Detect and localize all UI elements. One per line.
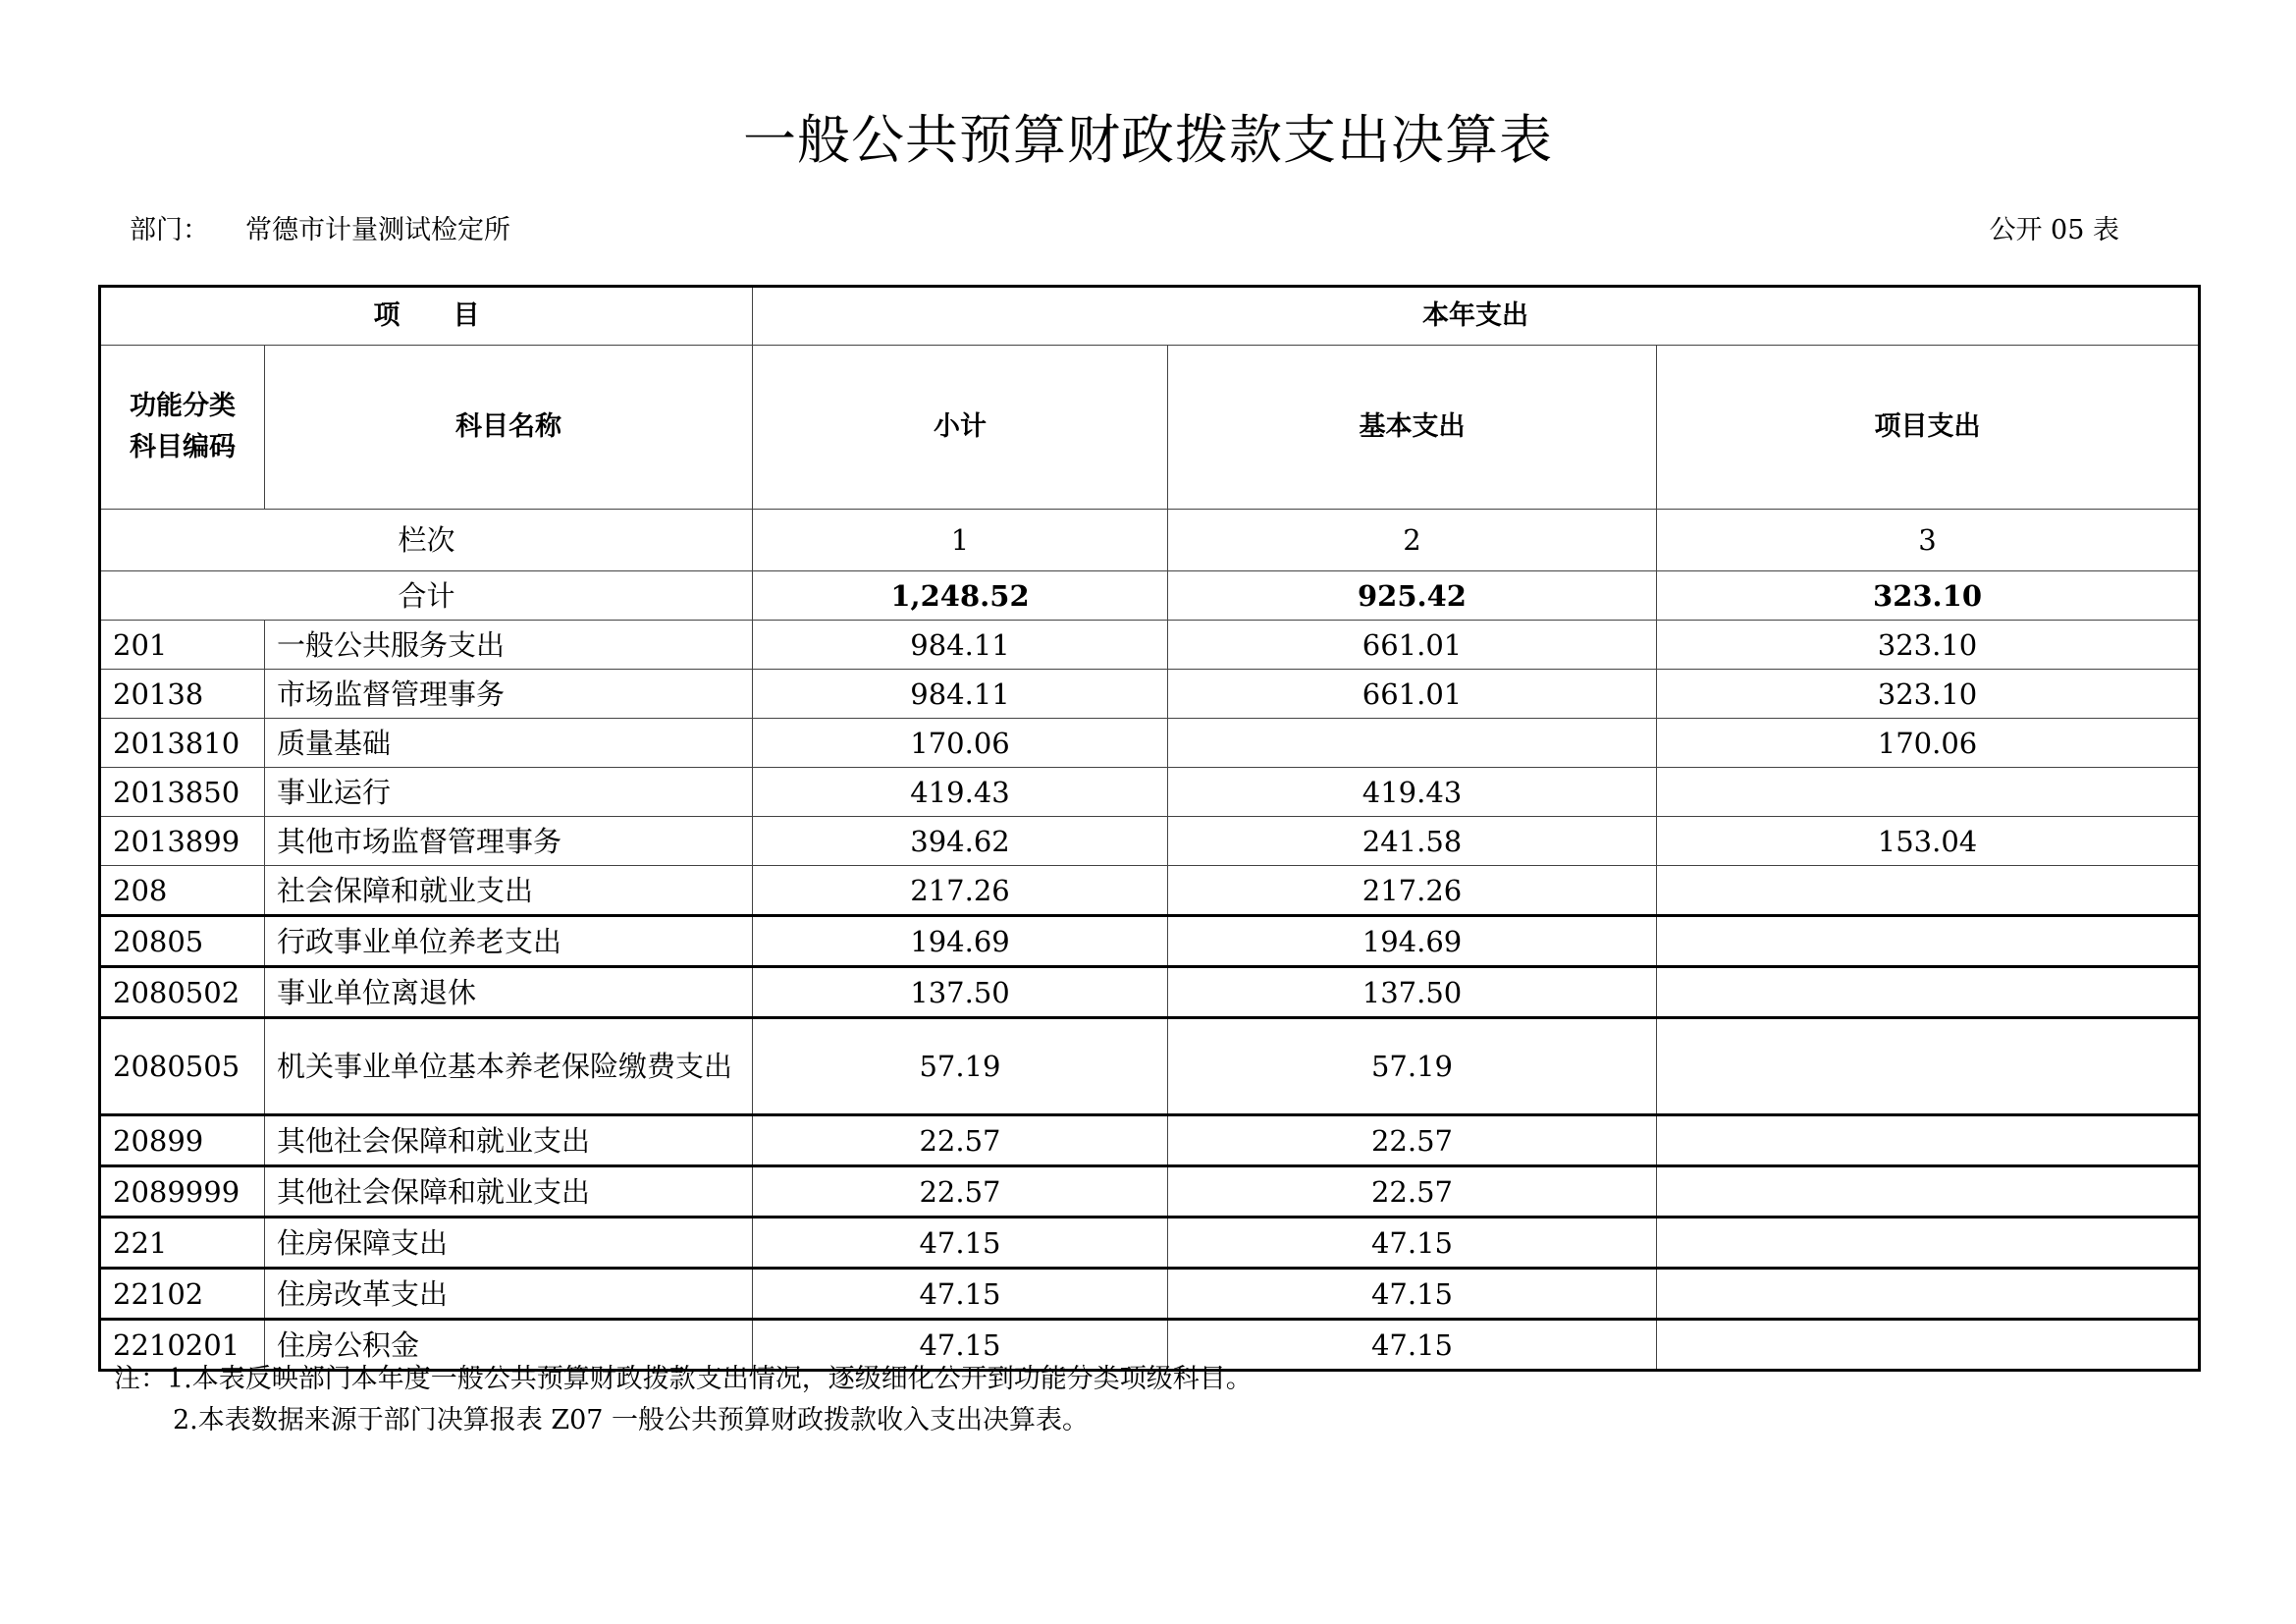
row-basic: 661.01 [1168, 670, 1657, 719]
row-basic: 47.15 [1168, 1218, 1657, 1269]
header-row-1 [100, 287, 2200, 346]
row-subtotal: 170.06 [753, 719, 1168, 768]
department-name: 常德市计量测试检定所 [245, 215, 510, 245]
row-code: 201 [100, 621, 265, 670]
notes [114, 1359, 1253, 1441]
row-code: 2013810 [100, 719, 265, 768]
row-code: 208 [100, 866, 265, 916]
total-label: 合计 [100, 571, 753, 621]
table-row [100, 670, 2200, 719]
row-name: 其他社会保障和就业支出 [265, 1166, 753, 1218]
row-name: 事业单位离退休 [265, 967, 753, 1018]
row-project: 153.04 [1657, 817, 2200, 866]
row-subtotal: 217.26 [753, 866, 1168, 916]
row-project [1657, 1018, 2200, 1115]
row-code: 2080505 [100, 1018, 265, 1115]
row-name: 住房公积金 [265, 1320, 753, 1371]
table-row [100, 1166, 2200, 1218]
header-code [100, 346, 265, 510]
table-row [100, 1218, 2200, 1269]
row-basic: 241.58 [1168, 817, 1657, 866]
row-subtotal: 57.19 [753, 1018, 1168, 1115]
table-row [100, 916, 2200, 967]
header-subtotal: 小计 [753, 346, 1168, 510]
row-basic: 661.01 [1168, 621, 1657, 670]
table-row [100, 621, 2200, 670]
column-index-row [100, 510, 2200, 571]
row-name: 行政事业单位养老支出 [265, 916, 753, 967]
row-project [1657, 1115, 2200, 1166]
row-basic: 57.19 [1168, 1018, 1657, 1115]
row-code: 221 [100, 1218, 265, 1269]
row-subtotal: 22.57 [753, 1115, 1168, 1166]
row-subtotal: 47.15 [753, 1269, 1168, 1320]
row-code: 2210201 [100, 1320, 265, 1371]
table-row [100, 967, 2200, 1018]
row-name: 住房保障支出 [265, 1218, 753, 1269]
row-project [1657, 967, 2200, 1018]
row-basic: 194.69 [1168, 916, 1657, 967]
row-subtotal: 137.50 [753, 967, 1168, 1018]
row-basic: 22.57 [1168, 1115, 1657, 1166]
row-basic: 419.43 [1168, 768, 1657, 817]
row-name: 住房改革支出 [265, 1269, 753, 1320]
header-current-year: 本年支出 [753, 287, 2200, 346]
row-code: 2089999 [100, 1166, 265, 1218]
row-name: 其他社会保障和就业支出 [265, 1115, 753, 1166]
row-basic: 22.57 [1168, 1166, 1657, 1218]
column-index-1: 1 [753, 510, 1168, 571]
row-name: 质量基础 [265, 719, 753, 768]
table-row [100, 719, 2200, 768]
row-code: 20899 [100, 1115, 265, 1166]
row-code: 2013850 [100, 768, 265, 817]
department-line [130, 208, 510, 246]
row-project: 323.10 [1657, 621, 2200, 670]
header-item: 项 目 [100, 287, 753, 346]
total-basic: 925.42 [1168, 571, 1657, 621]
table-row [100, 768, 2200, 817]
row-project [1657, 1269, 2200, 1320]
row-code: 20805 [100, 916, 265, 967]
row-code: 2013899 [100, 817, 265, 866]
note-1: 注：1.本表反映部门本年度一般公共预算财政拨款支出情况，逐级细化公开到功能分类项级科目。 [114, 1364, 1253, 1394]
row-name: 其他市场监督管理事务 [265, 817, 753, 866]
row-subtotal: 394.62 [753, 817, 1168, 866]
column-index-2: 2 [1168, 510, 1657, 571]
row-subtotal: 984.11 [753, 621, 1168, 670]
table-row [100, 1115, 2200, 1166]
page-title: 一般公共预算财政拨款支出决算表 [743, 109, 1553, 171]
header-row-2 [100, 346, 2200, 510]
row-project [1657, 1166, 2200, 1218]
row-project [1657, 866, 2200, 916]
header-code-line1: 功能分类 [130, 391, 236, 421]
total-project: 323.10 [1657, 571, 2200, 621]
table-row [100, 1018, 2200, 1115]
row-code: 20138 [100, 670, 265, 719]
row-code: 2080502 [100, 967, 265, 1018]
row-project: 170.06 [1657, 719, 2200, 768]
row-name: 一般公共服务支出 [265, 621, 753, 670]
total-subtotal: 1,248.52 [753, 571, 1168, 621]
column-index-3: 3 [1657, 510, 2200, 571]
table-row [100, 866, 2200, 916]
row-subtotal: 47.15 [753, 1218, 1168, 1269]
row-name: 事业运行 [265, 768, 753, 817]
row-project [1657, 1218, 2200, 1269]
row-basic: 47.15 [1168, 1269, 1657, 1320]
table-row [100, 817, 2200, 866]
row-subtotal: 47.15 [753, 1320, 1168, 1371]
row-code: 22102 [100, 1269, 265, 1320]
form-number: 公开 05 表 [1989, 215, 2119, 245]
expenditure-table [98, 285, 2201, 1372]
row-basic: 47.15 [1168, 1320, 1657, 1371]
department-label: 部门： [130, 215, 209, 245]
row-subtotal: 22.57 [753, 1166, 1168, 1218]
row-basic [1168, 719, 1657, 768]
column-index-label: 栏次 [100, 510, 753, 571]
row-name: 社会保障和就业支出 [265, 866, 753, 916]
table-row [100, 1269, 2200, 1320]
row-subtotal: 984.11 [753, 670, 1168, 719]
row-name: 市场监督管理事务 [265, 670, 753, 719]
total-row [100, 571, 2200, 621]
row-basic: 217.26 [1168, 866, 1657, 916]
row-basic: 137.50 [1168, 967, 1657, 1018]
row-project [1657, 916, 2200, 967]
header-code-line2: 科目编码 [130, 432, 236, 462]
row-project [1657, 768, 2200, 817]
row-subtotal: 194.69 [753, 916, 1168, 967]
row-project [1657, 1320, 2200, 1371]
header-basic: 基本支出 [1168, 346, 1657, 510]
note-2: 2.本表数据来源于部门决算报表 Z07 一般公共预算财政拨款收入支出决算表。 [173, 1405, 1090, 1435]
header-project: 项目支出 [1657, 346, 2200, 510]
row-subtotal: 419.43 [753, 768, 1168, 817]
row-name: 机关事业单位基本养老保险缴费支出 [265, 1018, 753, 1115]
header-name: 科目名称 [265, 346, 753, 510]
row-project: 323.10 [1657, 670, 2200, 719]
